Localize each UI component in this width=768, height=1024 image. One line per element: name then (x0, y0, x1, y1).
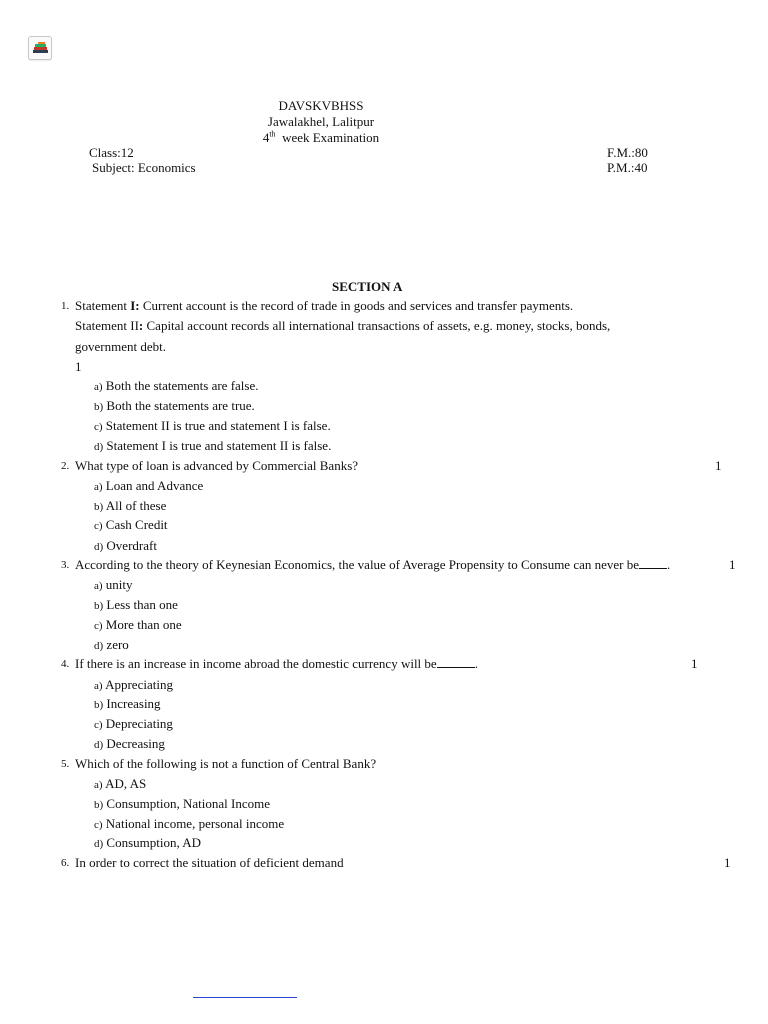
answer-blank (639, 567, 667, 569)
question-suffix: . (667, 557, 671, 572)
option-text: Statement I is true and statement II is false. (103, 438, 332, 453)
question-number: 6. (61, 857, 70, 869)
question-marks: 1 (729, 557, 736, 572)
books-icon (32, 41, 50, 55)
option-letter: c) (94, 719, 103, 731)
option[interactable] (94, 538, 157, 554)
question-number: 5. (61, 758, 70, 770)
question-marks: 1 (724, 855, 731, 870)
option-text: unity (102, 577, 133, 592)
statement-label: : (138, 318, 144, 333)
option-text: National income, personal income (102, 816, 285, 831)
option-text: Overdraft (103, 538, 157, 553)
exam-title-text: week Examination (282, 130, 380, 145)
option-letter: b) (94, 799, 104, 811)
class-label: Class:12 (89, 145, 134, 160)
option-text: More than one (102, 617, 182, 632)
option[interactable] (94, 498, 166, 514)
option-letter: a) (94, 481, 103, 493)
full-marks: F.M.:80 (607, 145, 648, 160)
option[interactable] (94, 835, 201, 851)
question-text: In order to correct the situation of deficient demand (75, 855, 344, 870)
pass-marks: P.M.:40 (607, 160, 648, 175)
option[interactable] (94, 438, 331, 454)
question-number: 3. (61, 559, 70, 571)
option[interactable] (94, 677, 173, 693)
option[interactable] (94, 597, 178, 613)
option-text: Both the statements are false. (102, 378, 259, 393)
option-letter: d) (94, 640, 104, 652)
option[interactable] (94, 577, 133, 593)
option-letter: a) (94, 580, 103, 592)
option-text: Statement II is true and statement I is false. (102, 418, 331, 433)
option[interactable] (94, 716, 173, 732)
school-name: DAVSKVBHSS (278, 98, 364, 113)
option-letter: b) (94, 501, 104, 513)
option-letter: a) (94, 680, 103, 692)
option[interactable] (94, 696, 161, 712)
statement-prefix: Statement (75, 298, 131, 313)
subject-label: Subject: Economics (92, 160, 196, 175)
question-1-statement-2-continued: government debt. (75, 339, 166, 354)
option-letter: c) (94, 421, 103, 433)
question-text: If there is an increase in income abroad the domestic currency will be (75, 656, 437, 671)
question-marks: 1 (691, 656, 698, 671)
question-text: According to the theory of Keynesian Economics, the value of Average Propensity to Consume can never be (75, 557, 640, 572)
question-text: What type of loan is advanced by Commercial Banks? (75, 458, 359, 473)
question-text: Which of the following is not a function of Central Bank? (75, 756, 377, 771)
school-location: Jawalakhel, Lalitpur (267, 114, 375, 129)
option-text: zero (103, 637, 129, 652)
option[interactable] (94, 378, 259, 394)
section-title: SECTION A (332, 279, 403, 294)
question-1-statement-2 (75, 318, 610, 334)
option-letter: b) (94, 600, 104, 612)
option-letter: a) (94, 381, 103, 393)
statement-label: I: (130, 298, 140, 313)
option[interactable] (94, 617, 182, 633)
option-text: Depreciating (102, 716, 173, 731)
option-letter: c) (94, 819, 103, 831)
question-marks: 1 (75, 359, 82, 374)
question-number: 4. (61, 658, 70, 670)
statement-text: Current account is the record of trade in goods and services and transfer payments. (139, 298, 574, 313)
app-icon[interactable] (28, 36, 52, 60)
exam-number: 4 (262, 130, 270, 145)
option-text: Consumption, AD (103, 835, 202, 850)
option-letter: c) (94, 520, 103, 532)
question-marks: 1 (715, 458, 722, 473)
option-text: Consumption, National Income (103, 796, 270, 811)
option-letter: d) (94, 441, 104, 453)
question-3-line (75, 557, 670, 573)
option-text: Increasing (103, 696, 161, 711)
option-letter: c) (94, 620, 103, 632)
option-letter: b) (94, 401, 104, 413)
option[interactable] (94, 796, 270, 812)
option[interactable] (94, 736, 165, 752)
option-text: AD, AS (102, 776, 147, 791)
option-letter: d) (94, 541, 104, 553)
exam-title (0, 130, 642, 146)
answer-blank (437, 666, 475, 668)
option-text: Both the statements are true. (103, 398, 255, 413)
option-letter: d) (94, 838, 104, 850)
option-letter: a) (94, 779, 103, 791)
question-number: 2. (61, 460, 70, 472)
option[interactable] (94, 816, 284, 832)
option-letter: b) (94, 699, 104, 711)
option-text: Loan and Advance (102, 478, 204, 493)
statement-text: Capital account records all international transactions of assets, e.g. money, stocks, bonds, (143, 318, 611, 333)
option-text: Decreasing (103, 736, 165, 751)
link-underline[interactable] (193, 997, 297, 998)
option[interactable] (94, 637, 129, 653)
option[interactable] (94, 398, 255, 414)
question-4-line (75, 656, 478, 672)
option-text: Less than one (103, 597, 178, 612)
question-number: 1. (61, 300, 70, 312)
option-text: All of these (103, 498, 167, 513)
option-letter: d) (94, 739, 104, 751)
question-suffix: . (474, 656, 478, 671)
question-1-statement-1 (75, 298, 573, 314)
exam-number-suffix: th (269, 129, 276, 139)
option[interactable] (94, 517, 168, 533)
option[interactable] (94, 478, 203, 494)
option[interactable] (94, 418, 331, 434)
statement-prefix: Statement II (75, 318, 139, 333)
option[interactable] (94, 776, 146, 792)
option-text: Cash Credit (102, 517, 168, 532)
option-text: Appreciating (102, 677, 173, 692)
